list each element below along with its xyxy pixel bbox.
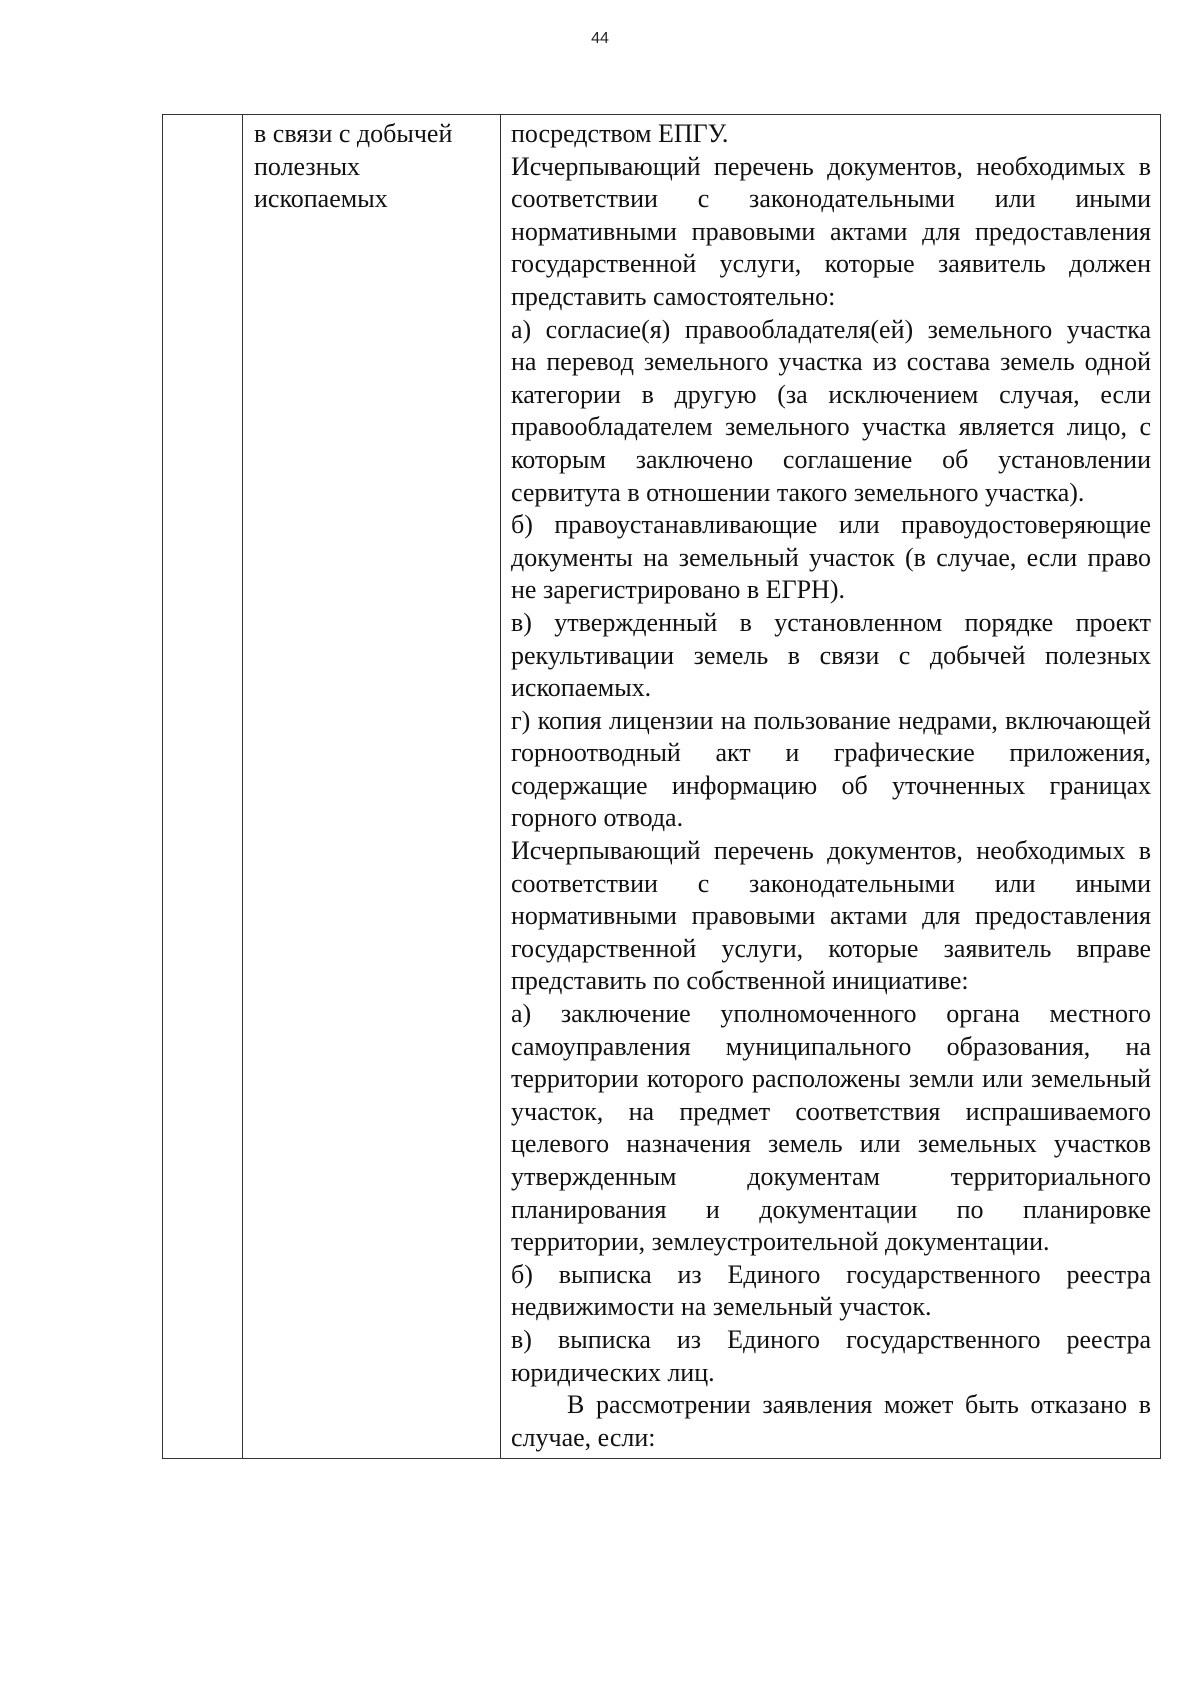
paragraph-item-g-license: г) копия лицензии на пользование недрами, включающей горноотводный акт и графические приложения, содержащие информацию об уточненных границах горного отвода. xyxy=(511,705,1151,833)
service-name-cell xyxy=(243,115,501,1459)
paragraph-item-a-consent: а) согласие(я) правообладателя(ей) земельного участка на перевод земельного участка из состава земель одной категории в другую (за исключением случая, если правообладателем земельного участка является лицо, с которым заключено соглашение об установлении сервитута в отношении такого земельного участка). xyxy=(511,314,1151,507)
paragraph-epgu: посредством ЕПГУ. xyxy=(511,119,729,148)
paragraph-item-a-conclusion: а) заключение уполномоченного органа местного самоуправления муниципального образования, на территории которого расположены земли или земельный участок, на предмет соответствия испрашиваемого целевого назначения земель или земельных участков утвержденным документам территориального планирования и документации по планировке территории, землеустроительной документации. xyxy=(511,999,1151,1257)
paragraph-item-v-reclamation: в) утвержденный в установленном порядке проект рекультивации земель в связи с добычей полезных ископаемых. xyxy=(511,607,1151,703)
page-number: 44 xyxy=(591,30,609,47)
description-cell xyxy=(501,115,1161,1459)
service-name-text: в связи с добычей полезных ископаемых xyxy=(254,119,453,214)
document-table xyxy=(162,114,1161,1459)
paragraph-item-b-title-docs: б) правоустанавливающие или правоудостоверяющие документы на земельный участок (в случае, если право не зарегистрировано в ЕГРН). xyxy=(511,510,1151,605)
table-row xyxy=(163,115,1161,1459)
paragraph-optional-docs-heading: Исчерпывающий перечень документов, необходимых в соответствии с законодательными или иными нормативными правовыми актами для предоставления государственной услуги, которые заявитель вправе представить по собственной инициативе: xyxy=(511,836,1151,996)
paragraph-item-b-egrn-extract: б) выписка из Единого государственного реестра недвижимости на земельный участок. xyxy=(511,1259,1151,1322)
paragraph-item-v-egrul-extract: в) выписка из Единого государственного реестра юридических лиц. xyxy=(511,1324,1151,1387)
paragraph-required-docs-heading: Исчерпывающий перечень документов, необходимых в соответствии с законодательными или иными нормативными правовыми актами для предоставления государственной услуги, которые заявитель должен представить самостоятельно: xyxy=(511,151,1151,311)
number-cell xyxy=(163,115,243,1459)
paragraph-refusal: В рассмотрении заявления может быть отказано в случае, если: xyxy=(511,1390,1151,1452)
